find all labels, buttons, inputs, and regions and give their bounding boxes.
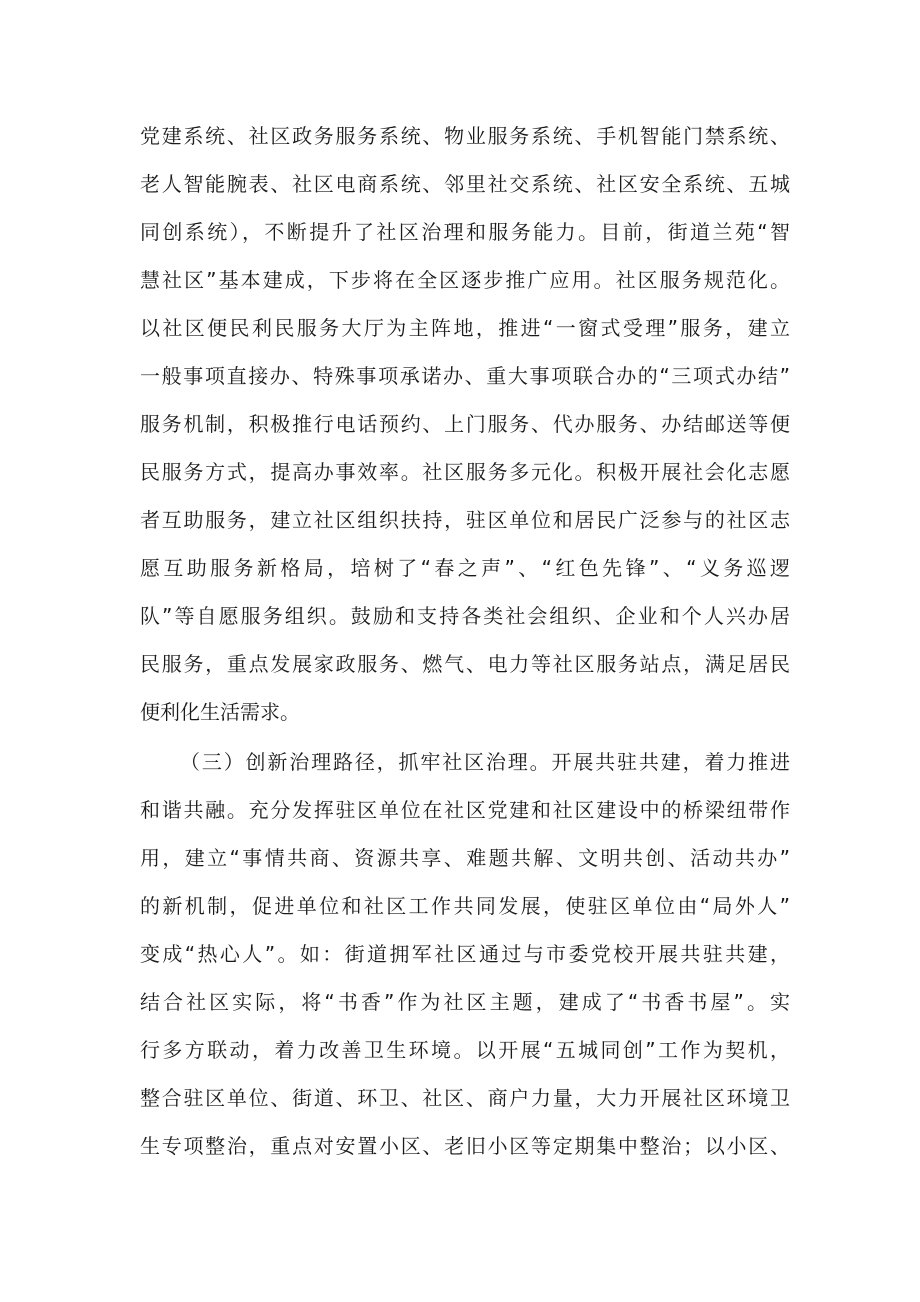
text-line: 和谐共融。充分发挥驻区单位在社区党建和社区建设中的桥梁纽带作 [140,798,790,822]
text-line: 用，建立“事情共商、资源共享、难题共解、文明共创、活动共办” [140,846,790,870]
text-line: 队”等自愿服务组织。鼓励和支持各类社会组织、企业和个人兴办居 [140,604,790,628]
text-line: 民服务方式，提高办事效率。社区服务多元化。积极开展社会化志愿 [140,460,790,484]
text-line: 的新机制，促进单位和社区工作共同发展，使驻区单位由“局外人” [140,894,790,918]
text-line: 者互助服务，建立社区组织扶持，驻区单位和居民广泛参与的社区志 [140,508,790,532]
text-line: 以社区便民利民服务大厅为主阵地，推进“一窗式受理”服务，建立 [140,316,790,340]
text-line: 老人智能腕表、社区电商系统、邻里社交系统、社区安全系统、五城 [140,172,790,196]
text-line: 党建系统、社区政务服务系统、物业服务系统、手机智能门禁系统、 [140,124,790,148]
text-line: 整合驻区单位、街道、环卫、社区、商户力量，大力开展社区环境卫 [140,1086,790,1110]
text-line: 慧社区”基本建成，下步将在全区逐步推广应用。社区服务规范化。 [140,268,790,292]
text-line: 行多方联动，着力改善卫生环境。以开展“五城同创”工作为契机， [140,1038,790,1062]
text-line: 民服务，重点发展家政服务、燃气、电力等社区服务站点，满足居民 [140,652,790,676]
paragraph-last-line: 便利化生活需求。 [140,700,300,724]
section-heading-line: （三）创新治理路径，抓牢社区治理。开展共驻共建，着力推进 [180,750,790,774]
text-line: 变成“热心人”。如：街道拥军社区通过与市委党校开展共驻共建， [140,942,790,966]
text-line: 服务机制，积极推行电话预约、上门服务、代办服务、办结邮送等便 [140,412,790,436]
text-line: 同创系统），不断提升了社区治理和服务能力。目前，街道兰苑“智 [140,220,790,244]
text-line: 一般事项直接办、特殊事项承诺办、重大事项联合办的“三项式办结” [140,364,790,388]
text-line: 结合社区实际，将“书香”作为社区主题，建成了“书香书屋”。实 [140,990,790,1014]
text-line: 愿互助服务新格局，培树了“春之声”、“红色先锋”、“义务巡逻 [140,556,790,580]
text-line: 生专项整治，重点对安置小区、老旧小区等定期集中整治；以小区、 [140,1134,790,1158]
